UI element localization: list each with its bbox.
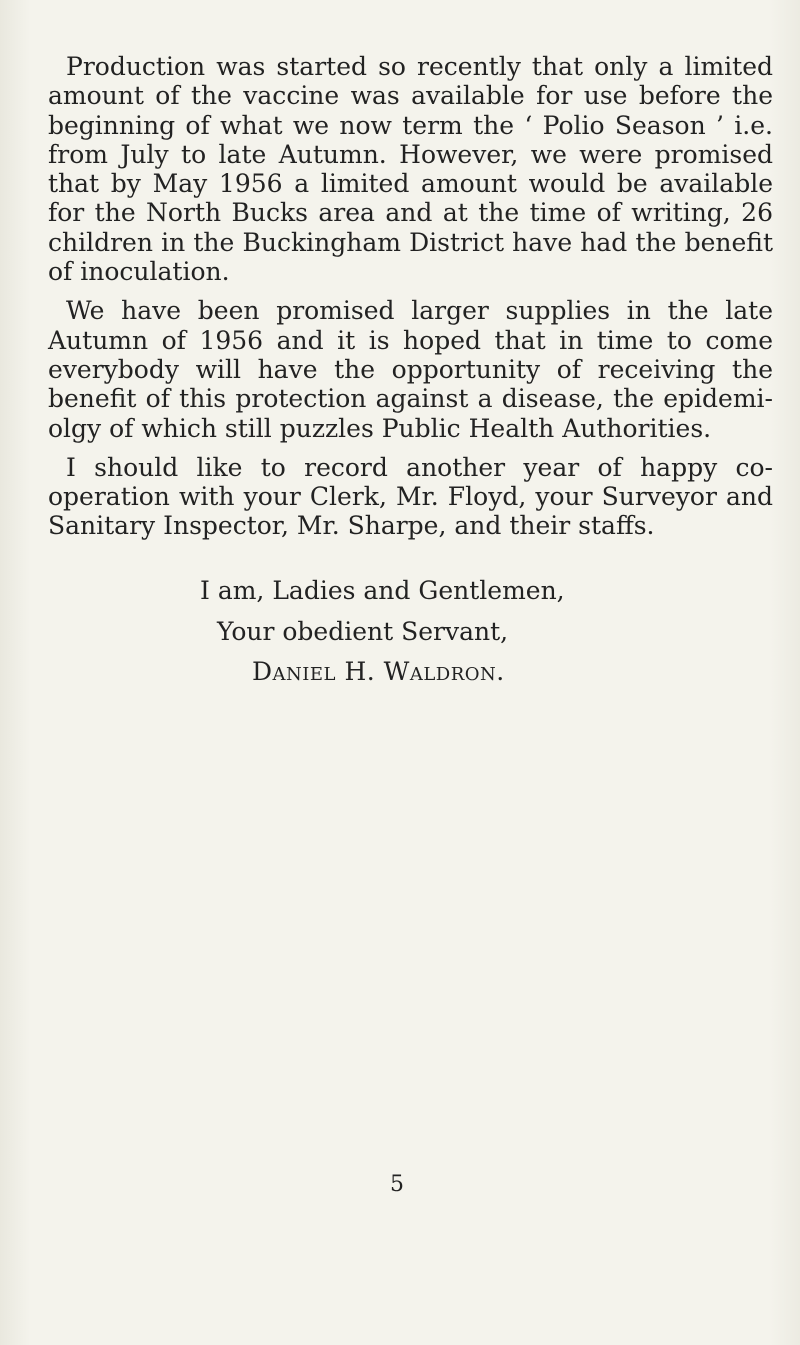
signature-closing: Your obedient Servant,: [217, 617, 509, 646]
paragraph-co-operation: I should like to record another year of happy co-operation with your Clerk, Mr. Floyd, your Surveyor and Sanitary Inspector, Mr. Sharpe, and their staffs.: [48, 452, 773, 541]
paragraph-polio-vaccine: Production was started so recently that only a limited amount of the vaccine was available for use before the beginning of what we now term the ‘ Polio Season ’ i.e. from July to late Autumn. However, we were promised that by May 1956 a limited amount would be available for the North Bucks area and at the time of writing, 26 children in the Buckingham District have had the benefit of inoculation.: [48, 52, 773, 287]
paragraph-larger-supplies: We have been promised larger supplies in the late Autumn of 1956 and it is hoped that in time to come everybody will have the opportunity of receiving the benefit of this protection against a disease, the epidemi-olgy of which still puzzles Public Health Authorities.: [48, 296, 773, 443]
body-text: [48, 52, 773, 551]
page-number: 5: [390, 1172, 404, 1197]
signature-salutation: I am, Ladies and Gentlemen,: [200, 576, 565, 605]
signature-name: Daniel H. Waldron.: [252, 657, 505, 686]
